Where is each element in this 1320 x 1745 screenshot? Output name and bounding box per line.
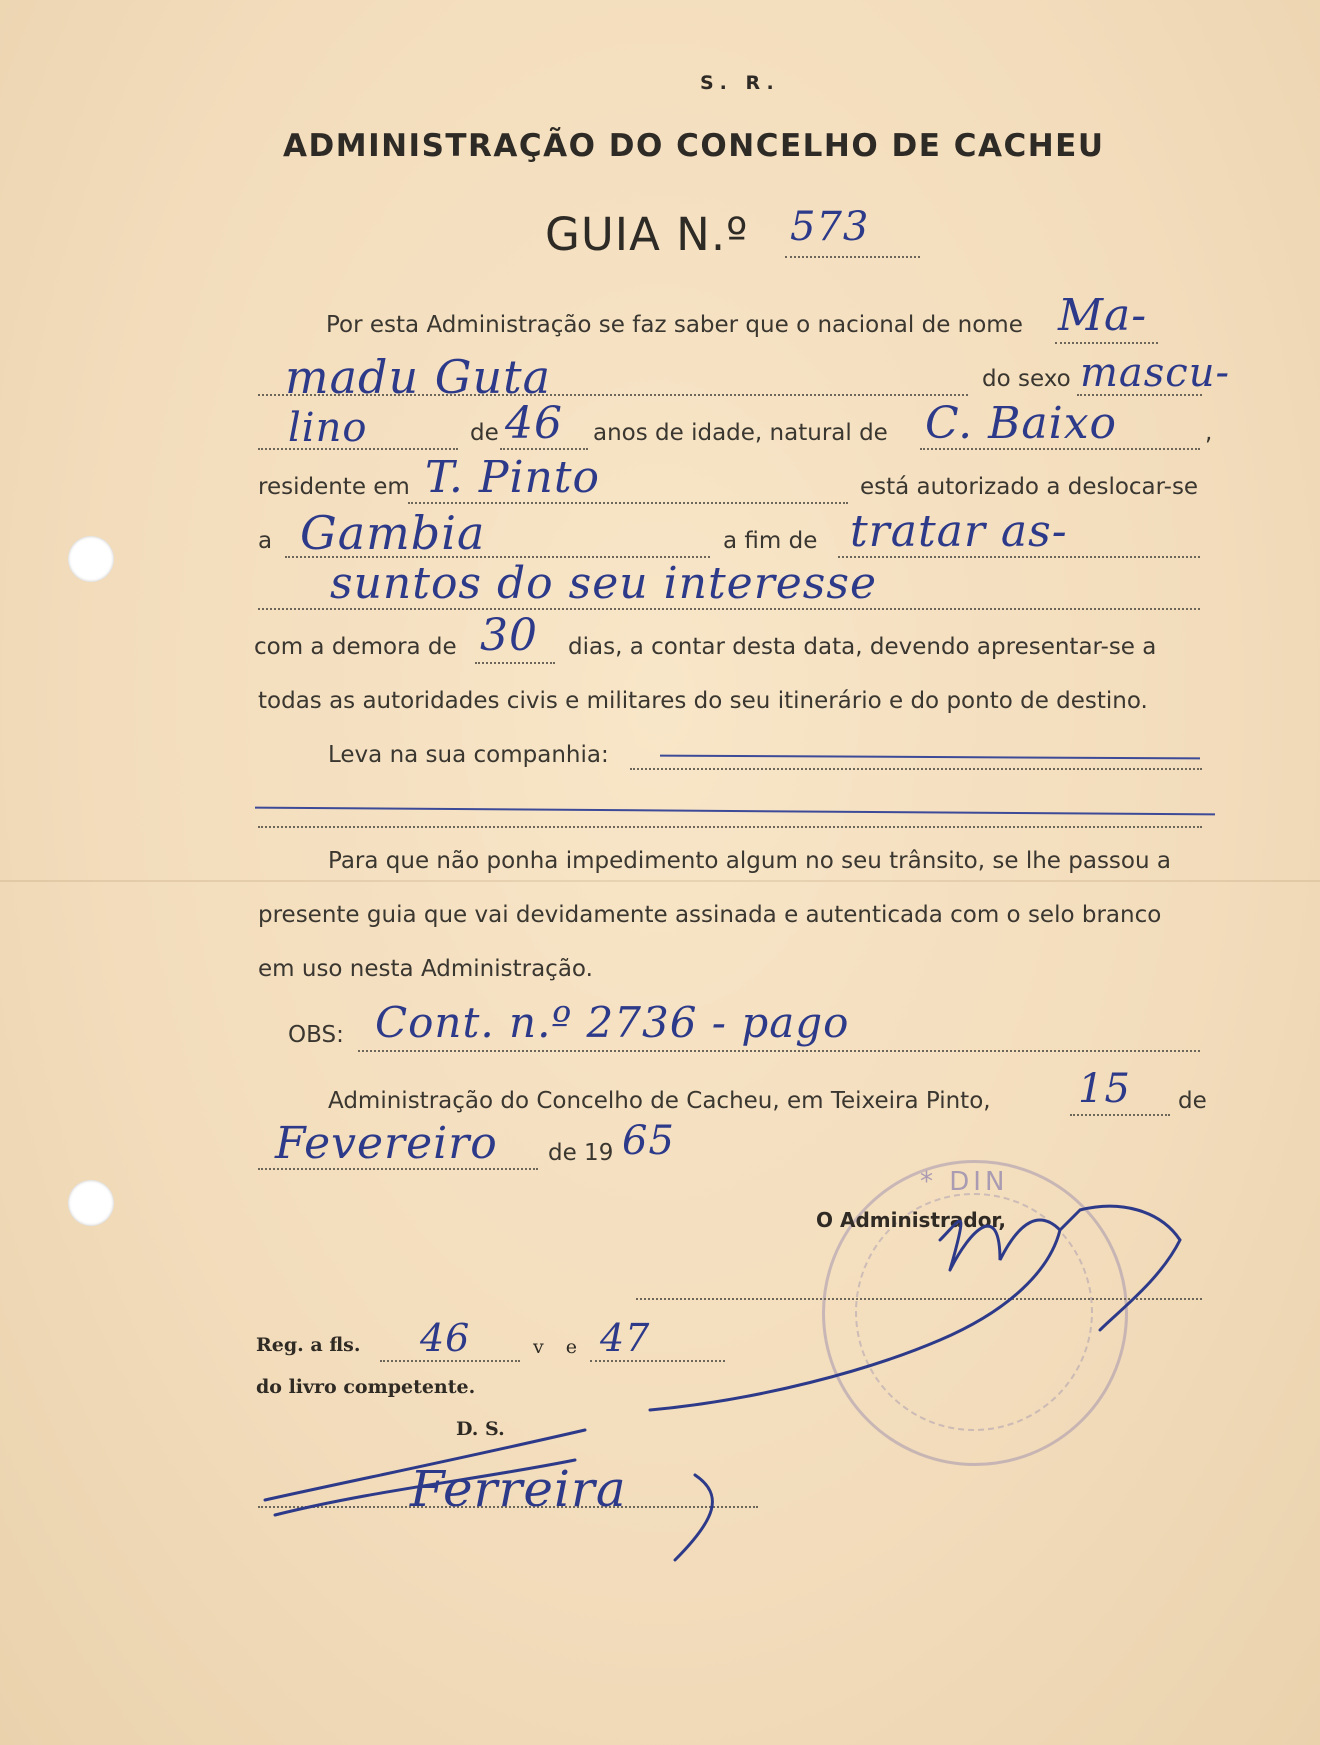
ds-signature-flourish [255, 1420, 775, 1570]
reg-v-value: 47 [600, 1316, 651, 1360]
residente-label: residente em [258, 474, 410, 500]
ds-signature: Ferreira [410, 1460, 627, 1518]
sr-heading: S. R. [700, 72, 780, 94]
demora-label: com a demora de [254, 634, 457, 660]
para-line3: em uso nesta Administração. [258, 956, 593, 982]
motivo-part2: suntos do seu interesse [330, 558, 877, 609]
reg-fls-value: 46 [420, 1316, 471, 1360]
name-part1: Ma- [1058, 290, 1148, 341]
autoridades-text: todas as autoridades civis e militares do seu itinerário e do ponto de destino. [258, 688, 1148, 714]
reg-v-e: v e [533, 1336, 586, 1358]
a-label: a [258, 528, 273, 554]
punch-hole-bottom [68, 1180, 114, 1226]
para-line2: presente guia que vai devidamente assinada e autenticada com o selo branco [258, 902, 1162, 928]
demora-suffix: dias, a contar desta data, devendo apresentar-se a [568, 634, 1157, 660]
guia-label: GUIA N.º [545, 208, 749, 261]
date-line: Administração do Concelho de Cacheu, em Teixeira Pinto, [328, 1088, 991, 1114]
destino-value: Gambia [300, 506, 486, 560]
afim-label: a fim de [723, 528, 818, 554]
natural-value: C. Baixo [925, 398, 1118, 449]
intro-text: Por esta Administração se faz saber que o nacional de nome [326, 312, 1023, 338]
residente-value: T. Pinto [425, 452, 601, 503]
sexo-part1: mascu- [1080, 350, 1230, 396]
comma: , [1205, 420, 1213, 446]
de-label: de [470, 420, 499, 446]
obs-label: OBS: [288, 1022, 344, 1048]
day-value: 15 [1078, 1066, 1131, 1112]
month-value: Fevereiro [275, 1118, 498, 1169]
obs-value: Cont. n.º 2736 - pago [375, 998, 850, 1047]
date-de: de [1178, 1088, 1207, 1114]
year-suffix: 65 [622, 1118, 675, 1164]
para-line1: Para que não ponha impedimento algum no seu trânsito, se lhe passou a [328, 848, 1171, 874]
reg-label: Reg. a fls. [256, 1334, 361, 1356]
age-value: 46 [505, 398, 563, 449]
motivo-part1: tratar as- [850, 506, 1068, 557]
name-part2: madu Guta [285, 350, 552, 404]
year-prefix: de 19 [548, 1140, 614, 1166]
sexo-part2: lino [288, 405, 368, 451]
autorizado-text: está autorizado a deslocar-se [860, 474, 1199, 500]
companhia-strike [660, 755, 1200, 760]
guia-number: 573 [790, 204, 870, 250]
age-suffix: anos de idade, natural de [593, 420, 888, 446]
punch-hole-top [68, 536, 114, 582]
administrador-label: O Administrador, [816, 1208, 1006, 1232]
stamp-text: * DIN [920, 1167, 1009, 1197]
companhia-strike-2 [255, 807, 1215, 816]
ds-label: D. S. [456, 1418, 505, 1440]
administration-title: ADMINISTRAÇÃO DO CONCELHO DE CACHEU [283, 128, 1105, 164]
paper-fold [0, 880, 1320, 882]
companhia-label: Leva na sua companhia: [328, 742, 609, 768]
sexo-label: do sexo [982, 366, 1071, 392]
livro-label: do livro competente. [256, 1376, 476, 1398]
administrador-signature [640, 1160, 1200, 1420]
demora-days: 30 [480, 610, 538, 661]
